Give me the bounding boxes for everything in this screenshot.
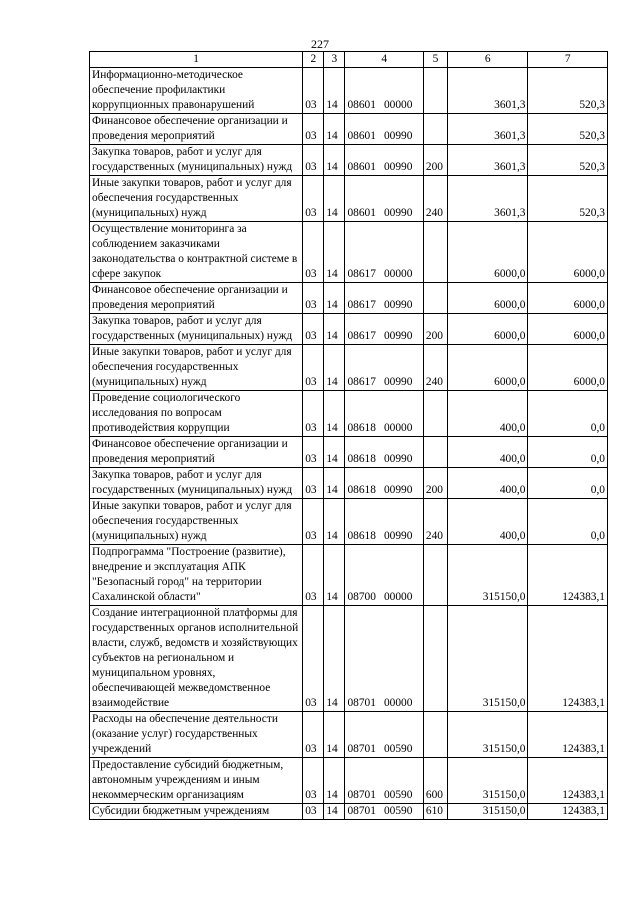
column-header-4: 4 bbox=[345, 52, 423, 68]
target-article-cell bbox=[345, 468, 423, 499]
column-header-6: 6 bbox=[448, 52, 528, 68]
expense-name-cell: Иные закупки товаров, работ и услуг для обеспечения государственных (муниципальных) нужд bbox=[90, 345, 303, 391]
target-article-part-2: 00000 bbox=[383, 697, 413, 709]
target-article-part-2: 00990 bbox=[383, 376, 413, 388]
expense-type-cell bbox=[423, 283, 447, 314]
amount-column-6-cell: 400,0 bbox=[448, 391, 528, 437]
expense-name-cell: Финансовое обеспечение организации и проведения мероприятий bbox=[90, 283, 303, 314]
section-code-cell: 03 bbox=[303, 437, 324, 468]
target-article-cell bbox=[345, 314, 423, 345]
amount-column-7-cell: 520,3 bbox=[528, 145, 608, 176]
table-row bbox=[90, 545, 608, 606]
expense-type-cell: 200 bbox=[423, 145, 447, 176]
expense-type-cell bbox=[423, 114, 447, 145]
amount-column-7-cell: 0,0 bbox=[528, 437, 608, 468]
section-code-cell: 03 bbox=[303, 114, 324, 145]
expense-name-cell: Финансовое обеспечение организации и проведения мероприятий bbox=[90, 114, 303, 145]
column-header-5: 5 bbox=[423, 52, 447, 68]
expense-name-cell: Расходы на обеспечение деятельности (оказание услуг) государственных учреждений bbox=[90, 712, 303, 758]
table-row bbox=[90, 114, 608, 145]
table-row bbox=[90, 758, 608, 804]
section-code-cell: 03 bbox=[303, 712, 324, 758]
subsection-code-cell: 14 bbox=[324, 145, 345, 176]
table-row bbox=[90, 437, 608, 468]
expense-name-cell: Проведение социологического исследования по вопросам противодействия коррупции bbox=[90, 391, 303, 437]
table-row bbox=[90, 468, 608, 499]
table-row bbox=[90, 283, 608, 314]
amount-column-7-cell: 124383,1 bbox=[528, 606, 608, 712]
amount-column-7-cell: 0,0 bbox=[528, 391, 608, 437]
column-header-2: 2 bbox=[303, 52, 324, 68]
section-code-cell: 03 bbox=[303, 606, 324, 712]
target-article-cell bbox=[345, 68, 423, 114]
amount-column-7-cell: 124383,1 bbox=[528, 758, 608, 804]
target-article-part-2: 00590 bbox=[383, 743, 413, 755]
target-article-cell bbox=[345, 114, 423, 145]
target-article-part-1: 08618 bbox=[347, 422, 376, 434]
expense-name-cell: Подпрограмма "Построение (развитие), внедрение и эксплуатация АПК "Безопасный город" на территории Сахалинской области" bbox=[90, 545, 303, 606]
amount-column-7-cell: 520,3 bbox=[528, 176, 608, 222]
table-row bbox=[90, 68, 608, 114]
target-article-part-1: 08700 bbox=[347, 591, 376, 603]
target-article-part-1: 08617 bbox=[347, 376, 376, 388]
header-row bbox=[90, 52, 608, 68]
target-article-part-1: 08618 bbox=[347, 530, 376, 542]
subsection-code-cell: 14 bbox=[324, 758, 345, 804]
amount-column-6-cell: 3601,3 bbox=[448, 68, 528, 114]
amount-column-6-cell: 315150,0 bbox=[448, 712, 528, 758]
target-article-part-2: 00590 bbox=[383, 805, 413, 817]
amount-column-6-cell: 400,0 bbox=[448, 437, 528, 468]
expense-name-cell: Закупка товаров, работ и услуг для государственных (муниципальных) нужд bbox=[90, 468, 303, 499]
expense-name-cell: Субсидии бюджетным учреждениям bbox=[90, 804, 303, 820]
subsection-code-cell: 14 bbox=[324, 437, 345, 468]
table-body bbox=[90, 68, 608, 820]
amount-column-6-cell: 6000,0 bbox=[448, 345, 528, 391]
amount-column-6-cell: 400,0 bbox=[448, 499, 528, 545]
table-row bbox=[90, 804, 608, 820]
expense-name-cell: Информационно-методическое обеспечение профилактики коррупционных правонарушений bbox=[90, 68, 303, 114]
target-article-part-2: 00000 bbox=[383, 99, 413, 111]
subsection-code-cell: 14 bbox=[324, 804, 345, 820]
amount-column-6-cell: 400,0 bbox=[448, 468, 528, 499]
expense-type-cell bbox=[423, 712, 447, 758]
expense-type-cell: 200 bbox=[423, 468, 447, 499]
amount-column-7-cell: 0,0 bbox=[528, 468, 608, 499]
amount-column-6-cell: 315150,0 bbox=[448, 545, 528, 606]
subsection-code-cell: 14 bbox=[324, 176, 345, 222]
target-article-part-2: 00000 bbox=[383, 422, 413, 434]
amount-column-7-cell: 6000,0 bbox=[528, 222, 608, 283]
budget-table bbox=[89, 51, 608, 820]
target-article-part-1: 08618 bbox=[347, 453, 376, 465]
amount-column-6-cell: 3601,3 bbox=[448, 176, 528, 222]
amount-column-7-cell: 6000,0 bbox=[528, 283, 608, 314]
column-header-3: 3 bbox=[324, 52, 345, 68]
section-code-cell: 03 bbox=[303, 68, 324, 114]
target-article-part-1: 08617 bbox=[347, 299, 376, 311]
amount-column-7-cell: 124383,1 bbox=[528, 804, 608, 820]
amount-column-6-cell: 3601,3 bbox=[448, 114, 528, 145]
amount-column-7-cell: 6000,0 bbox=[528, 314, 608, 345]
subsection-code-cell: 14 bbox=[324, 468, 345, 499]
section-code-cell: 03 bbox=[303, 345, 324, 391]
table-row bbox=[90, 145, 608, 176]
amount-column-7-cell: 520,3 bbox=[528, 68, 608, 114]
expense-type-cell: 240 bbox=[423, 176, 447, 222]
table-row bbox=[90, 391, 608, 437]
amount-column-7-cell: 6000,0 bbox=[528, 345, 608, 391]
section-code-cell: 03 bbox=[303, 545, 324, 606]
target-article-part-2: 00990 bbox=[383, 207, 413, 219]
table-row bbox=[90, 345, 608, 391]
column-header-7: 7 bbox=[528, 52, 608, 68]
page-number: 227 bbox=[311, 37, 329, 51]
expense-type-cell bbox=[423, 391, 447, 437]
section-code-cell: 03 bbox=[303, 222, 324, 283]
target-article-cell bbox=[345, 545, 423, 606]
amount-column-6-cell: 6000,0 bbox=[448, 314, 528, 345]
subsection-code-cell: 14 bbox=[324, 545, 345, 606]
expense-type-cell bbox=[423, 222, 447, 283]
table-row bbox=[90, 314, 608, 345]
amount-column-6-cell: 315150,0 bbox=[448, 804, 528, 820]
expense-type-cell: 240 bbox=[423, 499, 447, 545]
target-article-part-2: 00990 bbox=[383, 453, 413, 465]
target-article-part-1: 08701 bbox=[347, 697, 376, 709]
table-row bbox=[90, 499, 608, 545]
target-article-cell bbox=[345, 804, 423, 820]
column-header-1: 1 bbox=[90, 52, 303, 68]
amount-column-6-cell: 315150,0 bbox=[448, 606, 528, 712]
target-article-part-2: 00590 bbox=[383, 789, 413, 801]
section-code-cell: 03 bbox=[303, 176, 324, 222]
amount-column-7-cell: 124383,1 bbox=[528, 545, 608, 606]
target-article-part-2: 00990 bbox=[383, 530, 413, 542]
section-code-cell: 03 bbox=[303, 758, 324, 804]
expense-name-cell: Финансовое обеспечение организации и проведения мероприятий bbox=[90, 437, 303, 468]
subsection-code-cell: 14 bbox=[324, 68, 345, 114]
expense-type-cell: 600 bbox=[423, 758, 447, 804]
subsection-code-cell: 14 bbox=[324, 499, 345, 545]
expense-name-cell: Создание интеграционной платформы для государственных органов исполнительной власти, служб, ведомств и хозяйствующих субъектов на региональном и муниципальном уровнях, обеспечивающей межведомственное взаимодействие bbox=[90, 606, 303, 712]
target-article-part-2: 00000 bbox=[383, 591, 413, 603]
target-article-part-2: 00990 bbox=[383, 130, 413, 142]
table-row bbox=[90, 606, 608, 712]
target-article-cell bbox=[345, 437, 423, 468]
table-row bbox=[90, 712, 608, 758]
expense-name-cell: Закупка товаров, работ и услуг для государственных (муниципальных) нужд bbox=[90, 145, 303, 176]
amount-column-6-cell: 6000,0 bbox=[448, 283, 528, 314]
target-article-cell bbox=[345, 145, 423, 176]
expense-name-cell: Предоставление субсидий бюджетным, автономным учреждениям и иным некоммерческим организациям bbox=[90, 758, 303, 804]
expense-type-cell: 200 bbox=[423, 314, 447, 345]
amount-column-7-cell: 0,0 bbox=[528, 499, 608, 545]
expense-name-cell: Закупка товаров, работ и услуг для государственных (муниципальных) нужд bbox=[90, 314, 303, 345]
subsection-code-cell: 14 bbox=[324, 345, 345, 391]
target-article-part-1: 08617 bbox=[347, 268, 376, 280]
expense-name-cell: Иные закупки товаров, работ и услуг для обеспечения государственных (муниципальных) нужд bbox=[90, 499, 303, 545]
amount-column-7-cell: 520,3 bbox=[528, 114, 608, 145]
expense-type-cell bbox=[423, 606, 447, 712]
section-code-cell: 03 bbox=[303, 499, 324, 545]
table-row bbox=[90, 222, 608, 283]
section-code-cell: 03 bbox=[303, 145, 324, 176]
amount-column-7-cell: 124383,1 bbox=[528, 712, 608, 758]
section-code-cell: 03 bbox=[303, 468, 324, 499]
target-article-part-1: 08601 bbox=[347, 99, 376, 111]
expense-type-cell bbox=[423, 68, 447, 114]
subsection-code-cell: 14 bbox=[324, 391, 345, 437]
target-article-cell bbox=[345, 499, 423, 545]
target-article-part-1: 08601 bbox=[347, 161, 376, 173]
expense-type-cell bbox=[423, 545, 447, 606]
subsection-code-cell: 14 bbox=[324, 314, 345, 345]
target-article-part-1: 08601 bbox=[347, 130, 376, 142]
target-article-part-2: 00990 bbox=[383, 330, 413, 342]
target-article-cell bbox=[345, 391, 423, 437]
table-row bbox=[90, 176, 608, 222]
expense-type-cell: 240 bbox=[423, 345, 447, 391]
target-article-part-2: 00990 bbox=[383, 299, 413, 311]
section-code-cell: 03 bbox=[303, 804, 324, 820]
target-article-cell bbox=[345, 758, 423, 804]
subsection-code-cell: 14 bbox=[324, 222, 345, 283]
target-article-part-2: 00990 bbox=[383, 161, 413, 173]
expense-type-cell bbox=[423, 437, 447, 468]
target-article-part-1: 08701 bbox=[347, 743, 376, 755]
expense-name-cell: Осуществление мониторинга за соблюдением заказчиками законодательства о контрактной системе в сфере закупок bbox=[90, 222, 303, 283]
target-article-cell bbox=[345, 176, 423, 222]
amount-column-6-cell: 315150,0 bbox=[448, 758, 528, 804]
section-code-cell: 03 bbox=[303, 283, 324, 314]
expense-name-cell: Иные закупки товаров, работ и услуг для обеспечения государственных (муниципальных) нужд bbox=[90, 176, 303, 222]
target-article-part-1: 08601 bbox=[347, 207, 376, 219]
subsection-code-cell: 14 bbox=[324, 606, 345, 712]
amount-column-6-cell: 3601,3 bbox=[448, 145, 528, 176]
target-article-cell bbox=[345, 606, 423, 712]
target-article-part-2: 00000 bbox=[383, 268, 413, 280]
expense-type-cell: 610 bbox=[423, 804, 447, 820]
section-code-cell: 03 bbox=[303, 314, 324, 345]
subsection-code-cell: 14 bbox=[324, 712, 345, 758]
target-article-cell bbox=[345, 712, 423, 758]
target-article-cell bbox=[345, 345, 423, 391]
amount-column-6-cell: 6000,0 bbox=[448, 222, 528, 283]
target-article-part-1: 08701 bbox=[347, 789, 376, 801]
target-article-cell bbox=[345, 222, 423, 283]
target-article-part-2: 00990 bbox=[383, 484, 413, 496]
subsection-code-cell: 14 bbox=[324, 114, 345, 145]
target-article-part-1: 08618 bbox=[347, 484, 376, 496]
target-article-part-1: 08701 bbox=[347, 805, 376, 817]
subsection-code-cell: 14 bbox=[324, 283, 345, 314]
section-code-cell: 03 bbox=[303, 391, 324, 437]
target-article-part-1: 08617 bbox=[347, 330, 376, 342]
target-article-cell bbox=[345, 283, 423, 314]
